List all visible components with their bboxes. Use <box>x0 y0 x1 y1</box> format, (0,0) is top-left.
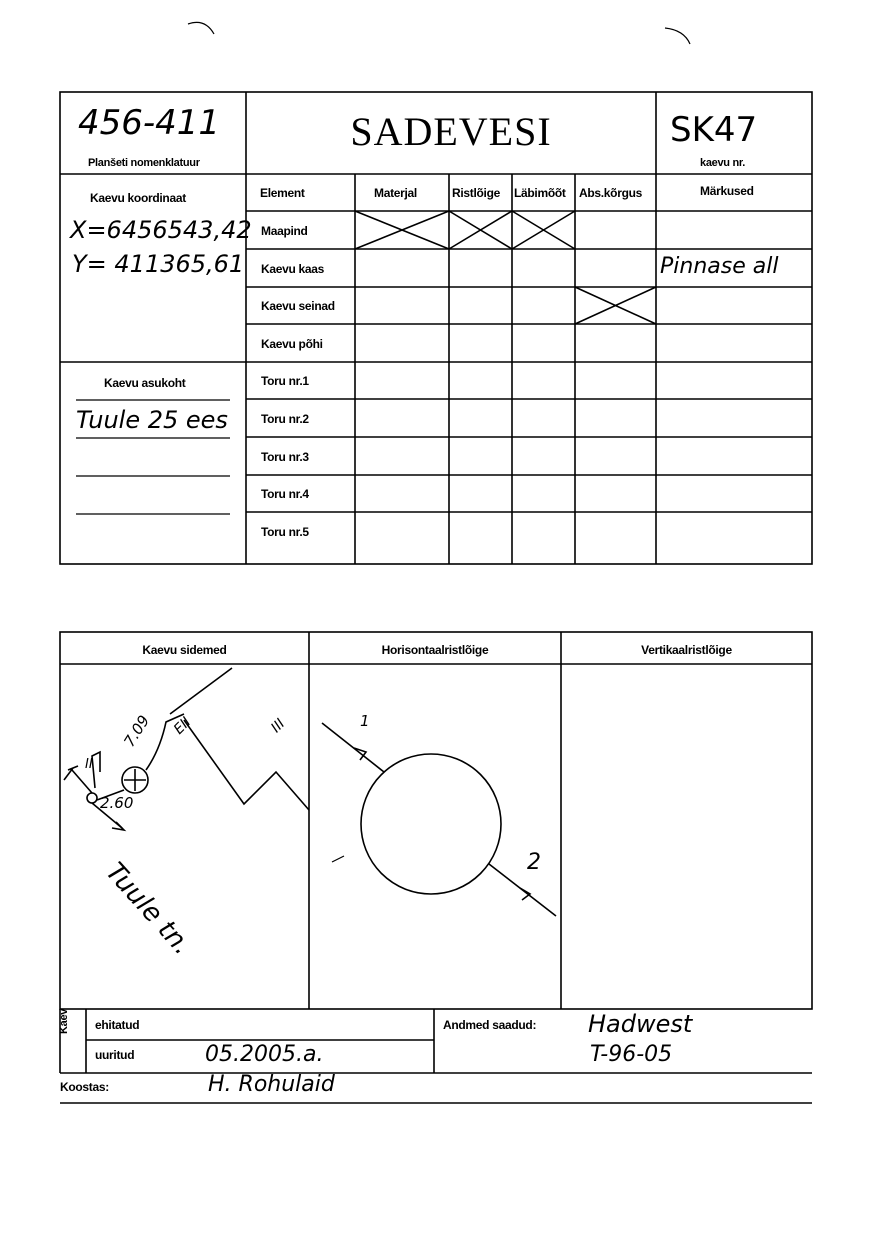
row-toru-3: Toru nr.3 <box>261 450 309 464</box>
uuritud-value: 05.2005.a. <box>205 1042 324 1067</box>
koostas-label: Koostas: <box>60 1080 109 1094</box>
note-kaas: Pinnase all <box>660 254 779 279</box>
andmed-label: Andmed saadud: <box>443 1018 537 1032</box>
col-element: Element <box>260 186 305 200</box>
row-toru-4: Toru nr.4 <box>261 487 309 501</box>
pipe-1-label: 1 <box>360 712 370 730</box>
coord-y: Y= 411365,61 <box>72 250 245 278</box>
sketch-mark-a: EII <box>170 714 195 738</box>
page-title: SADEVESI <box>350 109 552 154</box>
sketch-street-label: Tuule tn. <box>99 857 198 961</box>
sketch-dim-1: 7.09 <box>120 712 154 750</box>
sketch-mark-b: III <box>268 715 289 737</box>
ehitatud-label: ehitatud <box>95 1018 140 1032</box>
uuritud-label: uuritud <box>95 1048 135 1062</box>
sidemed-label: Kaevu sidemed <box>142 643 227 657</box>
sketch-dim-2: 2.60 <box>100 794 134 812</box>
col-ristloige: Ristlõige <box>452 186 500 200</box>
row-kaevu-seinad: Kaevu seinad <box>261 299 335 313</box>
row-toru-1: Toru nr.1 <box>261 374 309 388</box>
row-maapind: Maapind <box>261 224 308 238</box>
koostas-value: H. Rohulaid <box>208 1072 335 1097</box>
row-kaevu-pohi: Kaevu põhi <box>261 337 323 351</box>
coords-label: Kaevu koordinaat <box>90 191 186 205</box>
well-number-label: kaevu nr. <box>700 157 745 169</box>
col-materjal: Materjal <box>374 186 417 200</box>
location-value: Tuule 25 ees <box>76 406 228 434</box>
andmed-value-2: T-96-05 <box>590 1042 673 1067</box>
kaev-label: Kaev <box>58 1008 70 1034</box>
row-toru-5: Toru nr.5 <box>261 525 309 539</box>
col-markused: Märkused <box>700 184 754 198</box>
andmed-value-1: Hadwest <box>588 1010 693 1038</box>
pipe-2-label: 2 <box>527 850 541 875</box>
sheet-label: Planšeti nomenklatuur <box>88 157 200 169</box>
coord-x: X=6456543,42 <box>70 216 252 244</box>
location-label: Kaevu asukoht <box>104 376 186 390</box>
vertical-section-label: Vertikaalristlõige <box>641 643 732 657</box>
row-kaevu-kaas: Kaevu kaas <box>261 262 325 276</box>
horizontal-section-label: Horisontaalristlõige <box>381 643 489 657</box>
row-toru-2: Toru nr.2 <box>261 412 309 426</box>
col-labimoot: Läbimõõt <box>514 186 566 200</box>
sketch-mark-c: II <box>85 757 93 772</box>
sheet-number: 456-411 <box>78 103 221 143</box>
well-number: SK47 <box>670 110 758 150</box>
col-abs-korgus: Abs.kõrgus <box>579 186 643 200</box>
